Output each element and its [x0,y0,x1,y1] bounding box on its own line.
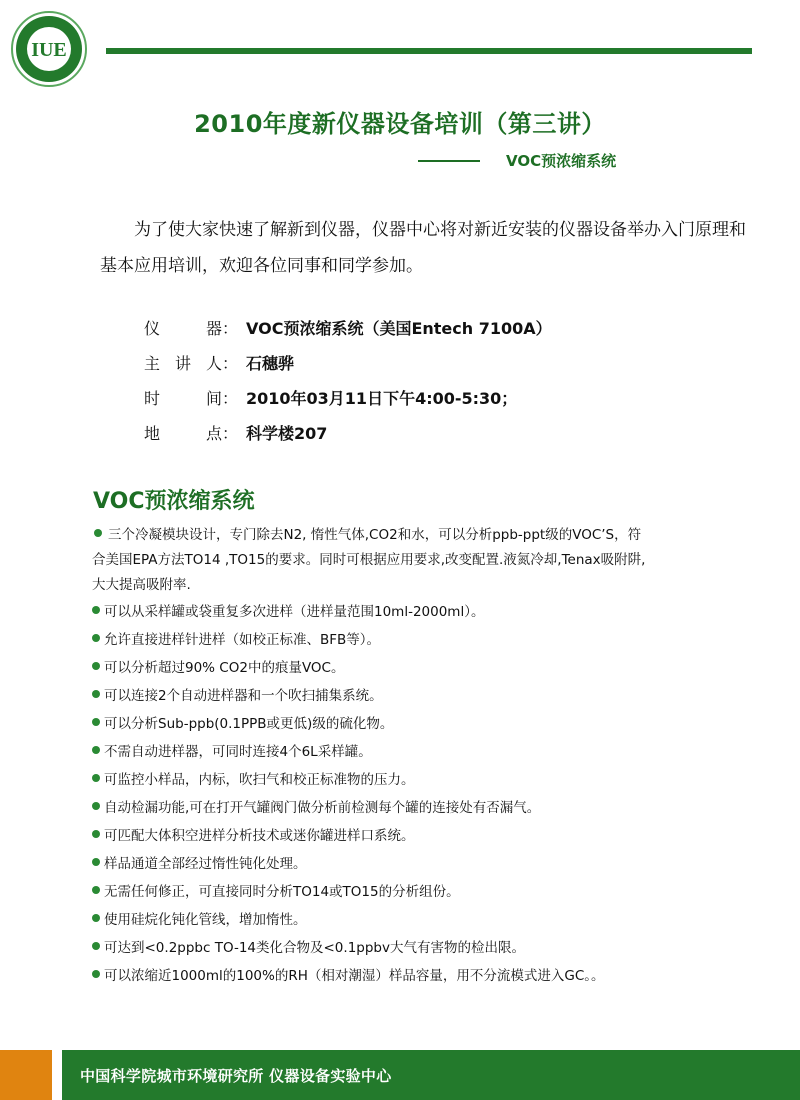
bullet-icon [92,802,100,810]
list-item: 可监控小样品，内标，吹扫气和校正标准物的压力。 [92,766,732,794]
info-label: 主 讲 人： [144,354,238,373]
info-label: 仪 器： [144,319,238,338]
header-rule [106,48,752,54]
intro-text: 为了使大家快速了解新到仪器，仪器中心将对新近安装的仪器设备举办入门原理和基本应用培训，欢迎各位同事和同学参加。 [100,220,746,276]
bullet-icon [92,886,100,894]
list-item: 可以分析超过90% CO2中的痕量VOC。 [92,654,732,682]
list-item: 允许直接进样针进样（如校正标准、BFB等）。 [92,626,732,654]
logo-text: IUE [31,39,67,61]
bullet-icon [94,529,102,537]
list-item: 可匹配大体积空进样分析技术或迷你罐进样口系统。 [92,822,732,850]
list-item: 使用硅烷化钝化管线，增加惰性。 [92,906,732,934]
info-row-time [144,380,552,415]
subtitle-dash [418,160,480,162]
list-item: 不需自动进样器，可同时连接4个6L采样罐。 [92,738,732,766]
info-row-location [144,415,552,450]
bullet-icon [92,970,100,978]
bullet-icon [92,662,100,670]
info-label: 地 点： [144,424,238,443]
bullet-icon [92,858,100,866]
info-row-instrument [144,310,552,345]
bullet-icon [92,690,100,698]
list-item: 自动检漏功能,可在打开气罐阀门做分析前检测每个罐的连接处有否漏气。 [92,794,732,822]
footer-text: 中国科学院城市环境研究所 仪器设备实验中心 [80,1067,392,1085]
subtitle-text: VOC预浓缩系统 [506,152,617,170]
page-title: 2010年度新仪器设备培训（第三讲） [194,110,606,138]
info-value-instrument: VOC预浓缩系统（美国Entech 7100A） [246,319,552,338]
footer-accent [0,1050,52,1100]
list-item: 可达到<0.2ppbc TO-14类化合物及<0.1ppbv大气有害物的检出限。 [92,934,732,962]
info-value-time: 2010年03月11日下午4:00-5:30； [246,389,518,408]
bullet-icon [92,718,100,726]
bullet-icon [92,942,100,950]
list-item: 可以浓缩近1000ml的100%的RH（相对潮湿）样品容量，用不分流模式进入GC。。 [92,962,732,990]
info-value-speaker: 石穗骅 [246,354,295,373]
bullet-icon [92,914,100,922]
list-item: 可以从采样罐或袋重复多次进样（进样量范围10ml-2000ml）。 [92,598,732,626]
feature-list [92,523,732,990]
bullet-icon [92,746,100,754]
list-item: 可以连接2个自动进样器和一个吹扫捕集系统。 [92,682,732,710]
footer-bar [0,1050,800,1100]
list-item: 无需任何修正，可直接同时分析TO14或TO15的分析组份。 [92,878,732,906]
intro-paragraph [100,212,750,284]
list-item: 样品通道全部经过惰性钝化处理。 [92,850,732,878]
institute-logo [10,10,88,88]
feature-item-first: 三个冷凝模块设计，专门除去N2, 惰性气体,CO2和水，可以分析ppb-ppt级的VOC’S，符 合美国EPA方法TO14 ,TO15的要求。同时可根据应用要求,改变配置.液氮冷却,Tenax吸附阱, 大大提高吸附率. [92,527,646,593]
bullet-icon [92,774,100,782]
bullet-icon [92,606,100,614]
training-info [144,310,552,450]
info-label: 时 间： [144,389,238,408]
list-item: 可以分析Sub-ppb(0.1PPB或更低)级的硫化物。 [92,710,732,738]
page-subtitle [418,150,616,171]
bullet-icon [92,634,100,642]
info-row-speaker [144,345,552,380]
bullet-icon [92,830,100,838]
info-value-location: 科学楼207 [246,424,328,443]
section-title: VOC预浓缩系统 [93,489,255,514]
